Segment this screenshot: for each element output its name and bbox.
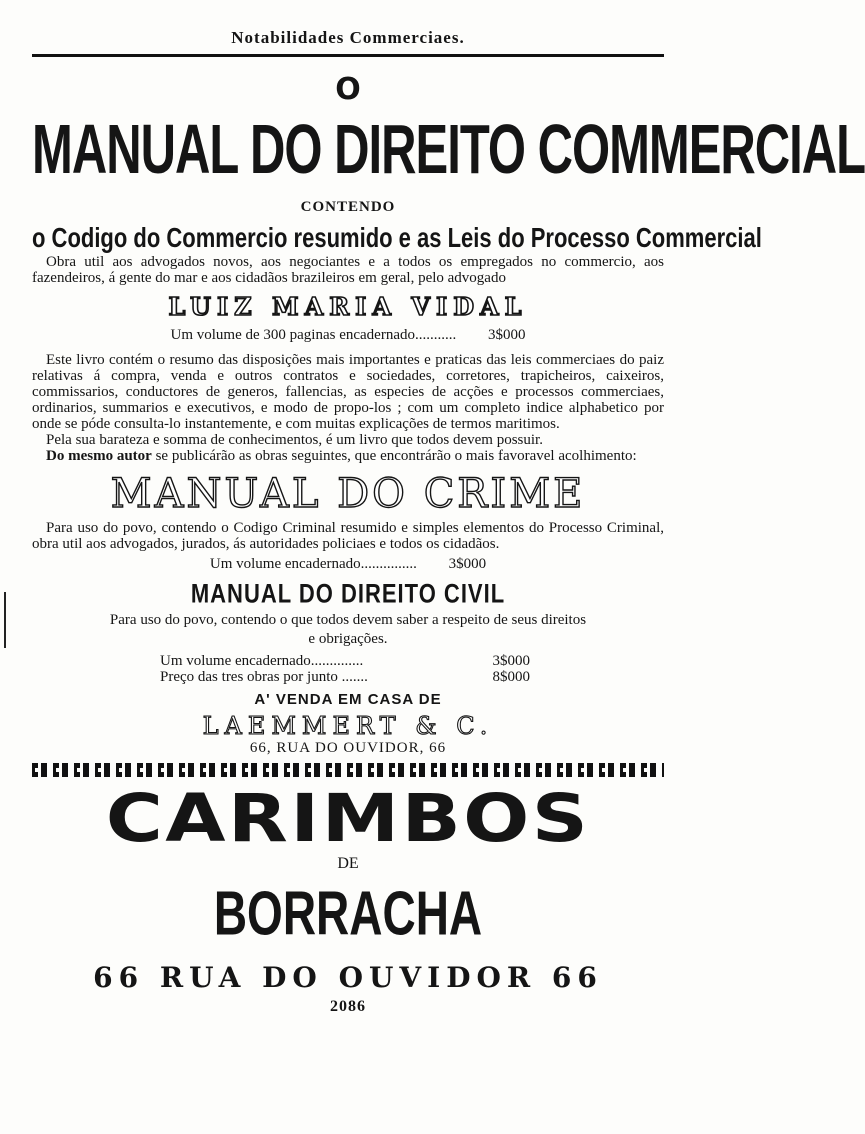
page-code: 2086 xyxy=(330,998,366,1015)
price-row-value: 3$000 xyxy=(492,653,530,669)
ad-manual-commercial xyxy=(32,72,865,464)
price-row-label: Preço das tres obras por junto ....... xyxy=(160,669,368,685)
price-row xyxy=(160,653,530,669)
ornamental-border xyxy=(32,763,664,777)
borracha-title: BORRACHA xyxy=(213,877,483,949)
margin-mark xyxy=(4,592,6,648)
crime-price-line xyxy=(32,556,664,573)
crime-description: Para uso do povo, contendo o Codigo Criminal resumido e simples elementos do Processo Criminal, obra util aos advogados, jurados, ás autoridades policiaes e todos os cidadãos. xyxy=(32,520,664,552)
civil-price-table xyxy=(160,653,664,685)
crime-volume-label: Um volume encadernado............... xyxy=(209,556,417,572)
civil-description-line1: Para uso do povo, contendo o que todos devem saber a respeito de seus direitos xyxy=(109,612,587,628)
price-row-label: Um volume encadernado.............. xyxy=(160,653,364,669)
header-rule xyxy=(32,54,664,57)
contendo-label: CONTENDO xyxy=(300,199,396,215)
civil-title: MANUAL DO DIREITO CIVIL xyxy=(190,578,506,609)
street-address: 66 RUA DO OUVIDOR 66 xyxy=(93,961,603,994)
price-row xyxy=(160,669,530,685)
publisher-address: 66, RUA DO OUVIDOR, 66 xyxy=(249,740,447,756)
volume-price-line xyxy=(32,327,664,344)
intro-paragraph: Obra util aos advogados novos, aos negociantes e a todos os empregados no commercio, aos fazendeiros, á gente do mar e aos cidadãos brazileiros em geral, pelo advogado xyxy=(32,254,664,286)
ad-carimbos xyxy=(32,780,664,1016)
description-paragraph: Este livro contém o resumo das disposições mais importantes e praticas das leis commerciaes do paiz relativas á compra, venda e outros contratos e sociedades, corretores, trapicheiros, caixeiros, commissarios, conductores de generos, fallencias, as especies de acções e processos commerciaes, ordinarios, summarios e executivos, e modo de propo-los ; com um completo indice alphabetico por onde se póde consulta-lo instantemente, e com muitas explicações de termos maritimos. xyxy=(32,352,664,432)
crime-volume-price: 3$000 xyxy=(448,556,487,572)
same-author-text: se publicárão as obras seguintes, que encontrárão o mais favoravel acolhimento: xyxy=(155,448,637,464)
cheapness-paragraph: Pela sua barateza e somma de conhecimentos, é um livro que todos devem possuir. xyxy=(46,432,543,448)
main-title: MANUAL DO DIREITO COMMERCIAL xyxy=(32,111,865,189)
same-author-paragraph xyxy=(32,448,664,464)
subtitle: o Codigo do Commercio resumido e as Leis do Processo Commercial xyxy=(32,222,762,254)
running-title: Notabilidades Commerciaes. xyxy=(231,28,465,47)
title-article: O xyxy=(335,72,361,107)
sale-line: A' VENDA EM CASA DE xyxy=(254,691,442,708)
publisher-name: LAEMMERT & C. xyxy=(202,712,494,740)
same-author-label: Do mesmo autor xyxy=(46,448,152,464)
carimbos-title: CARIMBOS xyxy=(105,780,591,857)
volume-price: 3$000 xyxy=(488,327,526,343)
ad-manual-civil xyxy=(32,578,664,757)
ad-manual-crime xyxy=(32,472,664,573)
volume-label: Um volume de 300 paginas encadernado........... xyxy=(170,327,457,343)
price-row-value: 8$000 xyxy=(492,669,530,685)
de-label: DE xyxy=(337,855,359,872)
crime-title: MANUAL DO CRIME xyxy=(110,471,586,517)
author-name: LUIZ MARIA VIDAL xyxy=(168,292,528,321)
page xyxy=(32,28,865,1016)
civil-description-line2: e obrigações. xyxy=(308,631,388,647)
